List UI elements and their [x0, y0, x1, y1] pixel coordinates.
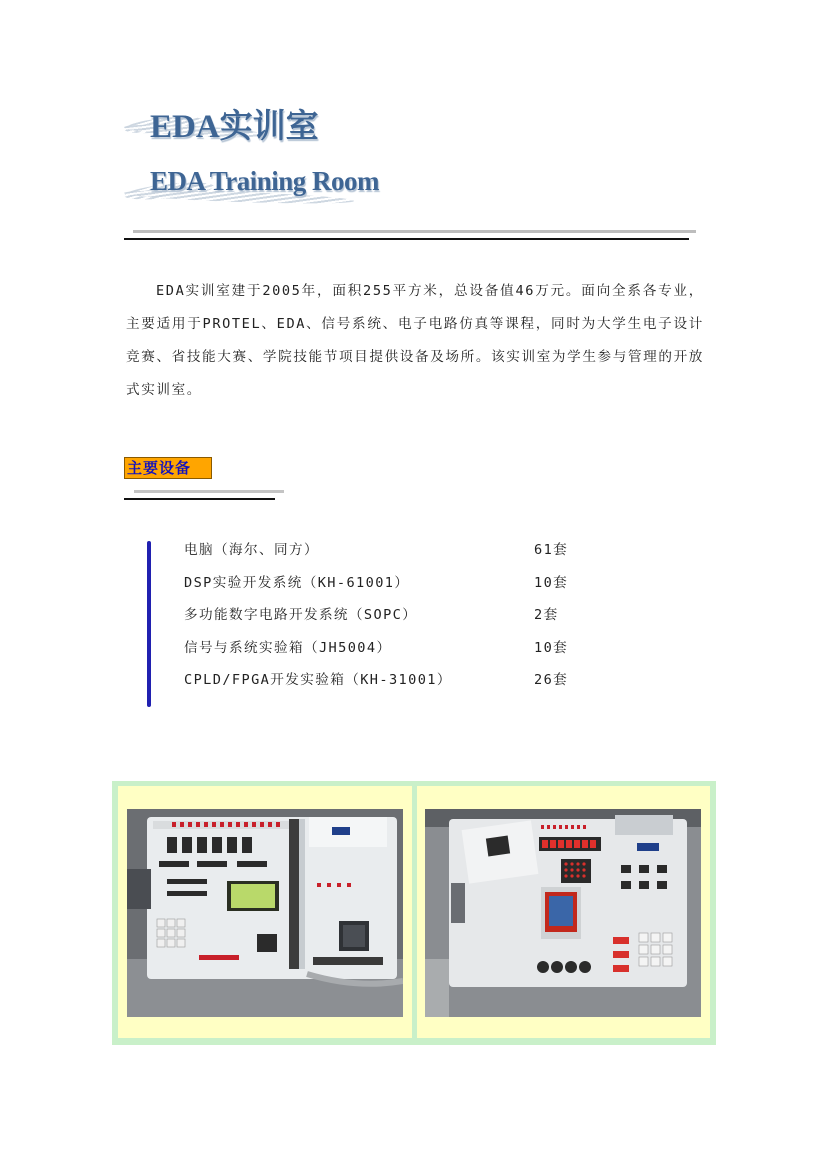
equipment-name: 信号与系统实验箱（JH5004）	[184, 639, 392, 656]
list-item	[184, 667, 604, 700]
equipment-quantity: 61套	[534, 542, 569, 558]
section-heading: 主要设备	[124, 457, 212, 479]
photo-cell	[118, 786, 412, 1038]
equipment-quantity: 26套	[534, 672, 569, 688]
photo-cell	[417, 786, 710, 1038]
equipment-name: 电脑（海尔、同方）	[184, 542, 319, 558]
equipment-quantity: 2套	[534, 607, 559, 623]
list-accent-bar	[147, 541, 151, 707]
circuit-board-photo	[127, 809, 403, 1017]
list-item	[184, 602, 604, 635]
equipment-list	[184, 537, 604, 700]
divider	[134, 490, 284, 493]
divider	[124, 238, 689, 240]
photo-table	[112, 781, 716, 1045]
list-item	[184, 570, 604, 603]
equipment-quantity: 10套	[534, 639, 569, 656]
fpga-board-photo	[425, 809, 701, 1017]
divider	[133, 230, 696, 233]
list-item	[184, 537, 604, 570]
list-item	[184, 635, 604, 668]
intro-paragraph: EDA实训室建于2005年，面积255平方米，总设备值46万元。面向全系各专业，主要适用于PROTEL、EDA、信号系统、电子电路仿真等课程，同时为大学生电子设计竞赛、省技能大赛、学院技能节项目提供设备及场所。该实训室为学生参与管理的开放式实训室。	[126, 283, 704, 398]
equipment-name: CPLD/FPGA开发实验箱（KH-31001）	[184, 672, 452, 688]
divider	[124, 498, 275, 500]
equipment-name: 多功能数字电路开发系统（SOPC）	[184, 607, 418, 623]
equipment-name: DSP实验开发系统（KH-61001）	[184, 574, 410, 591]
page-title-cn: EDA实训室	[150, 109, 319, 145]
equipment-quantity: 10套	[534, 574, 569, 591]
page-title-en: EDA Training Room	[150, 166, 380, 196]
